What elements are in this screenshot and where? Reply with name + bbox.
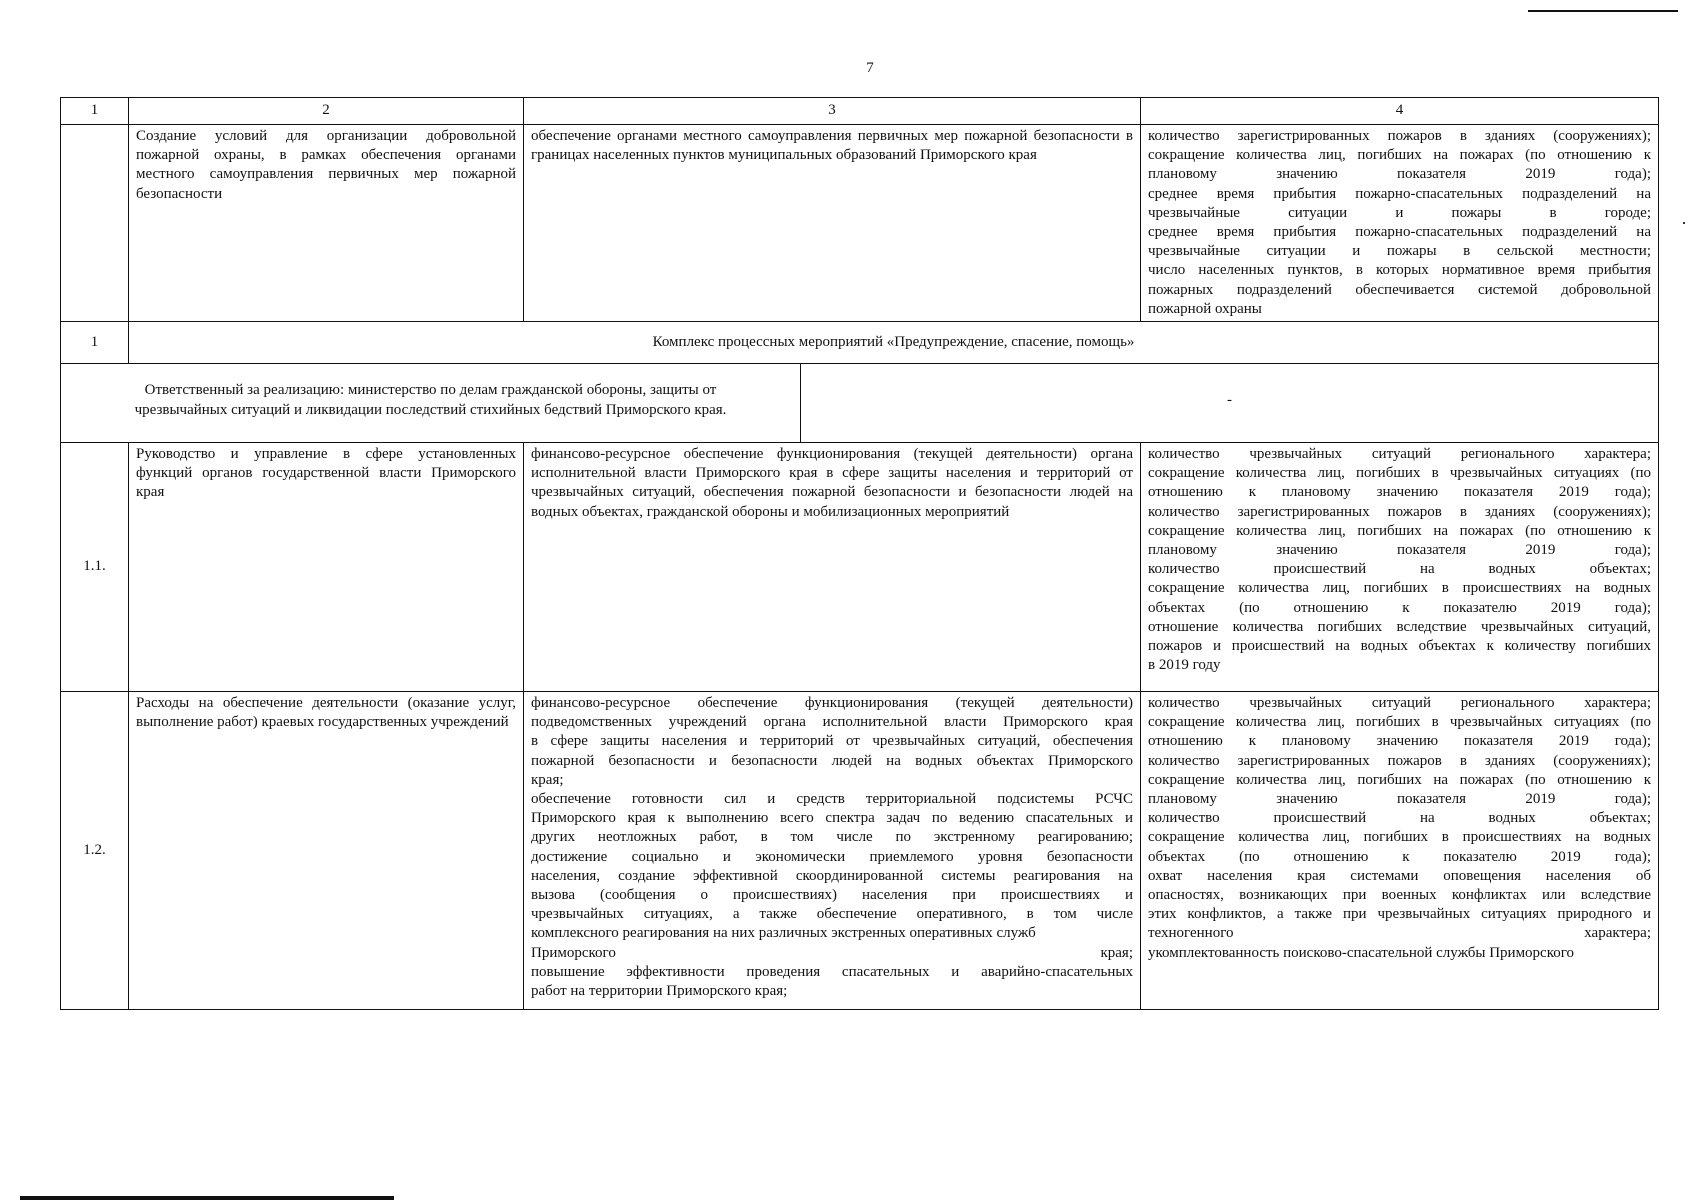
task-line: работ на территории Приморского края; [531,983,788,1000]
indicator-line: количество зарегистрированных пожаров в зданиях (сооружениях); [1148,503,1651,520]
intro-goal-cell: Создание условий для организации добровольной пожарной охраны, в рамках обеспечения органами местного самоуправления первичных мер пожарной безопасности [129,125,524,322]
indicator-line: плановому значению показателя 2019 года); [1148,791,1651,808]
indicator-line: пожарной охраны [1148,300,1262,317]
bottom-left-rule [20,1196,394,1200]
intro-number-cell [61,125,129,322]
row-indicators [1141,443,1659,692]
task-line: повышение эффективности проведения спасательных и аварийно-спасательных [531,963,1133,980]
header-col-2: 2 [129,98,524,125]
indicator-line: чрезвычайные ситуации и пожары в городе; [1148,204,1651,221]
indicator-line: сокращение количества лиц, погибших в чрезвычайных ситуациях (по [1148,714,1651,731]
header-col-4: 4 [1141,98,1659,125]
responsible-wrapper [61,364,1659,443]
row-indicators [1141,692,1659,1010]
table-row [61,692,1659,1010]
intro-row [61,125,1659,322]
measures-table [60,97,1659,1010]
indicator-line: плановому значению показателя 2019 года); [1148,542,1651,559]
indicator-line: сокращение количества лиц, погибших на пожарах (по отношению к [1148,522,1651,539]
indicator-line: среднее время прибытия пожарно-спасательных подразделений на [1148,224,1651,241]
section-row [61,322,1659,364]
indicator-line: сокращение количества лиц, погибших в происшествиях на водных [1148,580,1651,597]
row-number: 1.2. [61,692,129,1010]
row-task: финансово-ресурсное обеспечение функционирования (текущей деятельности) органа исполнительной власти Приморского края в сфере защиты населения и территорий от чрезвычайных ситуаций, обеспечения пожарной безопасности и безопасности людей на водных объектах, гражданской обороны и мобилизационных мероприятий [524,443,1141,692]
task-line: Приморского края; [531,944,1133,961]
indicator-line: отношение количества погибших вследствие чрезвычайных ситуаций, [1148,618,1651,635]
indicator-line: опасностях, возникающих при военных конфликтах или вследствие [1148,887,1651,904]
indicator-line: количество происшествий на водных объектах; [1148,561,1651,578]
intro-task-cell: обеспечение органами местного самоуправления первичных мер пожарной безопасности в границах населенных пунктов муниципальных образований Приморского края [524,125,1141,322]
responsible-line-1: Ответственный за реализацию: министерство по делам гражданской обороны, защиты от [144,382,717,399]
task-line: вызова (сообщения о происшествиях) населения при происшествиях и [531,887,1133,904]
task-line: достижение социально и экономически приемлемого уровня безопасности [531,848,1133,865]
indicator-line: количество чрезвычайных ситуаций регионального характера; [1148,695,1651,712]
indicator-line: количество чрезвычайных ситуаций регионального характера; [1148,446,1651,463]
page-number: 7 [866,60,874,76]
indicator-line: количество происшествий на водных объектах; [1148,810,1651,827]
header-row [61,98,1659,125]
indicator-line: число населенных пунктов, в которых нормативное время прибытия [1148,262,1651,279]
row-measure: Руководство и управление в сфере установленных функций органов государственной власти Приморского края [129,443,524,692]
indicator-line: среднее время прибытия пожарно-спасательных подразделений на [1148,185,1651,202]
indicator-line: отношению к плановому значению показателя 2019 года); [1148,733,1651,750]
header-col-1: 1 [61,98,129,125]
indicator-line: объектах (по отношению к показателю 2019 года); [1148,848,1651,865]
responsible-line-2: чрезвычайных ситуаций и ликвидации последствий стихийных бедствий Приморского края. [134,402,727,419]
task-line: подведомственных учреждений органа исполнительной власти Приморского края [531,714,1133,731]
intro-indicators-cell [1141,125,1659,322]
indicator-line: количество зарегистрированных пожаров в зданиях (сооружениях); [1148,752,1651,769]
top-right-rule [1528,10,1678,12]
task-line: в сфере защиты населения и территорий от чрезвычайных ситуаций, обеспечения [531,733,1133,750]
indicator-line: охват населения края системами оповещения населения об [1148,867,1651,884]
task-line: населения, создание эффективной скоординированной системы реагирования на [531,867,1133,884]
indicator-line: сокращение количества лиц, погибших на пожарах (по отношению к [1148,147,1651,164]
row-task [524,692,1141,1010]
section-title: Комплекс процессных мероприятий «Предупреждение, спасение, помощь» [129,322,1659,364]
task-line: края; [531,771,564,788]
task-line: комплексного реагирования на них различных экстренных оперативных служб [531,925,1036,942]
indicator-line: плановому значению показателя 2019 года); [1148,166,1651,183]
task-line: финансово-ресурсное обеспечение функционирования (текущей деятельности) [531,695,1133,712]
indicator-line: этих конфликтов, а также при чрезвычайных ситуациях природного и [1148,906,1651,923]
section-number: 1 [61,322,129,364]
responsible-text [61,364,801,442]
task-line: других неотложных работ, в том числе по экстренному реагированию; [531,829,1133,846]
indicator-line: сокращение количества лиц, погибших в чрезвычайных ситуациях (по [1148,465,1651,482]
indicator-line: сокращение количества лиц, погибших в происшествиях на водных [1148,829,1651,846]
indicator-line: отношению к плановому значению показателя 2019 года); [1148,484,1651,501]
indicator-line: чрезвычайные ситуации и пожары в сельской местности; [1148,243,1651,260]
indicator-line: пожаров и происшествий на водных объектах к количеству погибших [1148,638,1651,655]
header-col-3: 3 [524,98,1141,125]
indicator-line: сокращение количества лиц, погибших на пожарах (по отношению к [1148,771,1651,788]
row-measure: Расходы на обеспечение деятельности (оказание услуг, выполнение работ) краевых государственных учреждений [129,692,524,1010]
indicator-line: объектах (по отношению к показателю 2019 года); [1148,599,1651,616]
indicator-line: в 2019 году [1148,657,1221,674]
task-line: чрезвычайных ситуациях, а также обеспечение оперативного, в том числе [531,906,1133,923]
indicator-line: пожарных подразделений обеспечивается системой добровольной [1148,281,1651,298]
margin-dot [1683,222,1685,224]
table-row [61,443,1659,692]
row-number: 1.1. [61,443,129,692]
task-line: обеспечение готовности сил и средств территориальной подсистемы РСЧС [531,791,1133,808]
responsible-right-value: - [1227,392,1232,409]
indicator-line: укомплектованность поисково-спасательной службы Приморского [1148,944,1575,961]
task-line: пожарной безопасности и безопасности людей на водных объектах Приморского [531,752,1133,769]
indicator-line: количество зарегистрированных пожаров в зданиях (сооружениях); [1148,128,1651,144]
responsible-row [61,364,1659,443]
task-line: Приморского края к выполнению всего спектра задач по ведению спасательных и [531,810,1133,827]
indicator-line: техногенного характера; [1148,925,1651,942]
